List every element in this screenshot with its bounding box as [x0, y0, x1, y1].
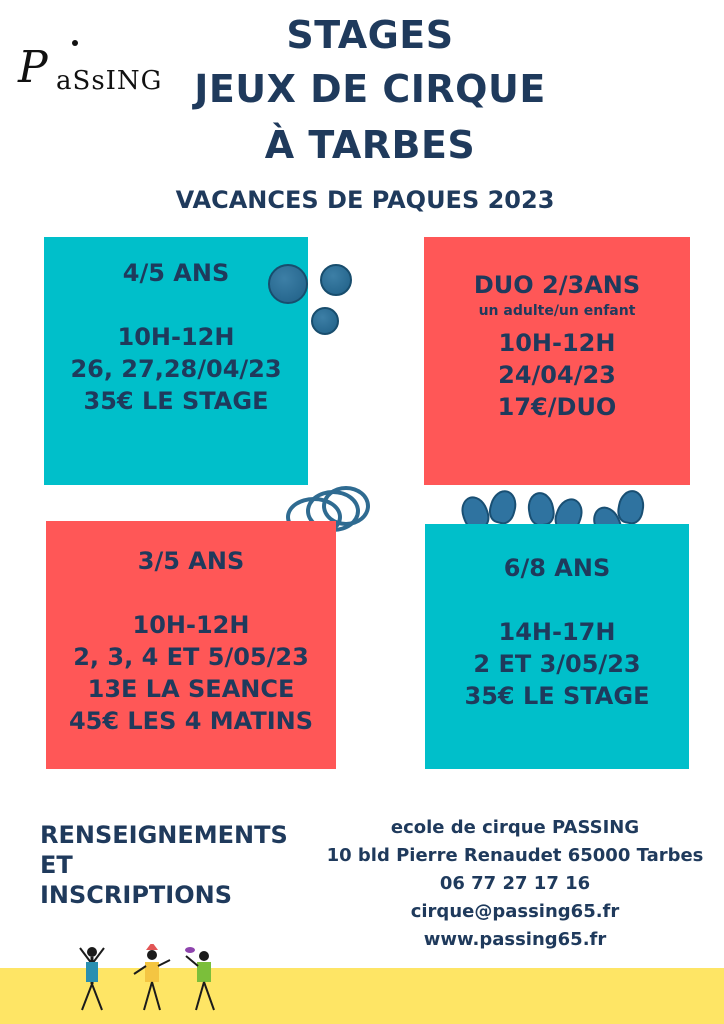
box1-spacer [44, 289, 308, 321]
box3-line3: 10H-12H [132, 611, 250, 639]
subtitle: VACANCES DE PAQUES 2023 [175, 186, 555, 214]
box3-line1: 3/5 ANS [137, 547, 245, 575]
stage-box-4-5-ans [44, 237, 308, 485]
box2-line1: 10H-12H [498, 329, 616, 357]
title-line-1: STAGES [286, 13, 454, 57]
passing-logo [14, 38, 163, 118]
registration-line2: ET [40, 851, 73, 879]
box1-line5: 35€ LE STAGE [83, 387, 269, 415]
juggling-ring-icon [322, 486, 370, 526]
box4-line3: 14H-17H [498, 618, 616, 646]
box1-line3: 10H-12H [117, 323, 235, 351]
box3-spacer [46, 577, 336, 609]
box4-line1: 6/8 ANS [503, 554, 611, 582]
email-link[interactable]: cirque@passing65.fr [410, 901, 620, 922]
logo-dot [72, 40, 78, 46]
box3-line6: 45€ LES 4 MATINS [68, 707, 314, 735]
box2-note: un adulte/un enfant [478, 303, 636, 319]
box2-line3: 17€/DUO [497, 393, 617, 421]
box2-line2: 24/04/23 [498, 361, 616, 389]
juggling-club-icon [615, 488, 647, 526]
registration-line3: INSCRIPTIONS [40, 881, 232, 909]
juggling-ball-icon [311, 307, 339, 335]
box4-line4: 2 ET 3/05/23 [473, 650, 641, 678]
juggling-ball-icon [320, 264, 352, 296]
logo-word: aSsING [56, 66, 163, 96]
juggler-figure-icon [132, 944, 172, 1014]
juggling-ball-icon [268, 264, 308, 304]
registration-heading [40, 820, 340, 910]
box3-line5: 13E LA SEANCE [87, 675, 295, 703]
title-line-3: À TARBES [264, 123, 476, 167]
box2-title: DUO 2/3ANS [473, 271, 641, 299]
website-link[interactable]: www.passing65.fr [423, 929, 607, 950]
address: 10 bld Pierre Renaudet 65000 Tarbes [326, 845, 704, 866]
registration-line1: RENSEIGNEMENTS [40, 821, 288, 849]
logo-letter: P [18, 42, 48, 93]
juggler-figure-icon [72, 944, 112, 1014]
title-line-2: JEUX DE CIRQUE [194, 67, 546, 111]
phone[interactable]: 06 77 27 17 16 [439, 873, 591, 894]
stage-box-duo [424, 237, 690, 485]
stage-box-3-5-ans [46, 521, 336, 769]
juggling-club-icon [525, 490, 557, 528]
box3-line4: 2, 3, 4 ET 5/05/23 [73, 643, 309, 671]
school-name: ecole de cirque PASSING [390, 817, 640, 838]
stage-box-6-8-ans [425, 524, 689, 769]
box1-line1: 4/5 ANS [122, 259, 230, 287]
juggling-club-icon [486, 487, 520, 527]
box4-spacer [425, 584, 689, 616]
contact-details [320, 814, 710, 954]
box4-line5: 35€ LE STAGE [464, 682, 650, 710]
box1-line4: 26, 27,28/04/23 [70, 355, 282, 383]
juggler-figure-icon [180, 944, 220, 1014]
